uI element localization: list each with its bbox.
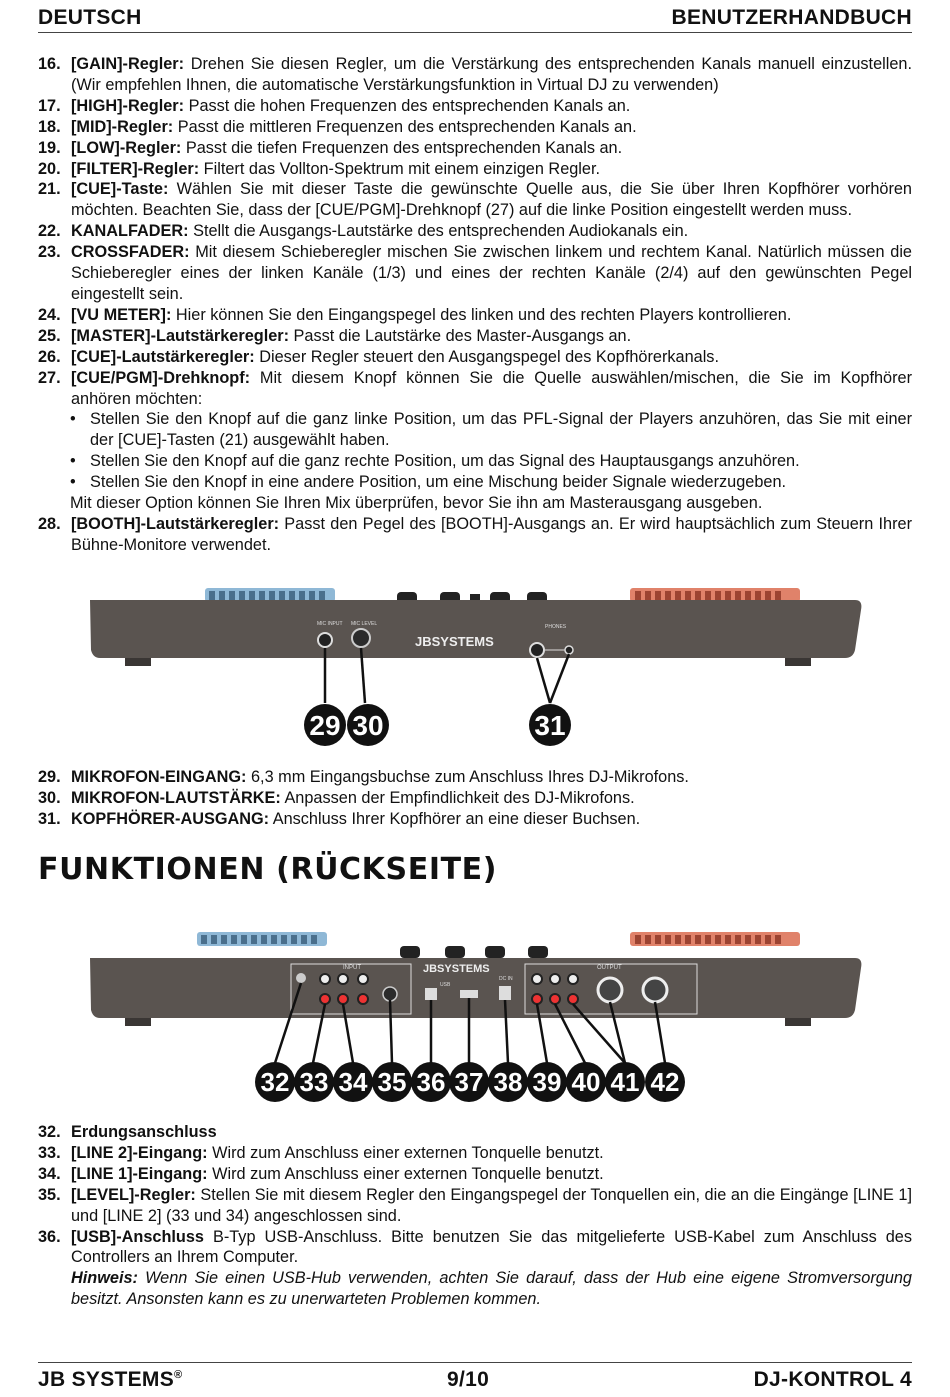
list-item-35	[38, 1185, 912, 1227]
item-label: MIKROFON-LAUTSTÄRKE:	[71, 788, 281, 807]
item-number: 23.	[38, 243, 61, 262]
item-number: 22.	[38, 222, 61, 241]
item-number: 34.	[38, 1164, 61, 1183]
page-footer	[38, 1362, 912, 1397]
power-switch-icon	[460, 990, 478, 998]
list-item-34	[38, 1164, 912, 1185]
mic-level-label: MIC LEVEL	[351, 621, 378, 627]
hint-text: Wenn Sie einen USB-Hub verwenden, achten Sie darauf, dass der Hub eine eigene Stromversorgung besitzt. Ansonsten kann es zu unerwarteten Problemen kommen.	[71, 1269, 912, 1309]
callout-33-icon	[294, 1062, 334, 1102]
item-text: Passt den Pegel des [BOOTH]-Ausgangs an. Er wird hauptsächlich zum Steuern Ihrer Bühne-Monitore verwendet.	[71, 514, 912, 554]
item-number: 21.	[38, 180, 61, 199]
callout-32-icon	[255, 1062, 295, 1102]
item-text: Dieser Regler steuert den Ausgangspegel des Kopfhörerkanals.	[254, 347, 719, 366]
dc-in-icon	[499, 986, 511, 1000]
item-number: 36.	[38, 1227, 61, 1246]
callout-32: 32	[260, 1067, 290, 1097]
mic-input-label: MIC INPUT	[317, 621, 343, 627]
callout-31-icon	[529, 704, 571, 746]
list-item-19	[38, 138, 912, 159]
callout-41-icon	[605, 1062, 645, 1102]
brand-logo: JBSYSTEMS	[415, 634, 494, 649]
item-label: [GAIN]-Regler:	[71, 55, 185, 73]
item-label: KANALFADER:	[71, 222, 189, 241]
item-number: 32.	[38, 1123, 61, 1141]
bullet-item: • Stellen Sie den Knopf auf die ganz linke Position, um das PFL-Signal der Players anzuhören, das Sie mit einer der [CUE]-Tasten (21) ausgewählt haben.	[70, 410, 912, 450]
item-label: [CUE/PGM]-Drehknopf:	[71, 368, 251, 387]
item-label: [FILTER]-Regler:	[71, 159, 200, 178]
list-item-28	[38, 514, 912, 556]
usb-port-icon	[425, 988, 437, 1000]
item-text: Mit diesem Schieberegler mischen Sie zwischen linkem und rechtem Kanal. Natürlich müssen die Schieberegler eines der linken Kanäle (1/3) und eines der rechten Kanäle (2/4) auf den gewünschten Pegel eingestellt sein.	[71, 243, 912, 303]
item-number: 35.	[38, 1185, 61, 1204]
item-text: Mit diesem Knopf können Sie die Quelle auswählen/mischen, die Sie im Kopfhörer anhören möchten:	[71, 368, 912, 408]
item-label: [LOW]-Regler:	[71, 138, 182, 157]
callout-30-icon	[347, 704, 389, 746]
item-text: Anschluss Ihrer Kopfhörer an eine dieser Buchsen.	[269, 809, 641, 828]
item-text: Filtert das Vollton-Spektrum mit einem einzigen Regler.	[199, 159, 601, 178]
item-text: B-Typ USB-Anschluss. Bitte benutzen Sie das mitgelieferte USB-Kabel zum Anschluss des Controllers an Ihrem Computer.	[71, 1227, 912, 1267]
item-number: 25.	[38, 326, 61, 345]
list-item-23	[38, 242, 912, 305]
phones-label: PHONES	[545, 624, 567, 630]
callout-37-icon	[449, 1062, 489, 1102]
header-doc-type: BENUTZERHANDBUCH	[671, 6, 912, 29]
callout-41: 41	[610, 1067, 640, 1097]
feature-list-top	[38, 54, 912, 556]
header-language: DEUTSCH	[38, 6, 142, 29]
page-header	[38, 0, 912, 33]
item-label: Erdungsanschluss	[71, 1123, 217, 1141]
item-number: 26.	[38, 347, 61, 366]
xlr-right-icon	[643, 978, 667, 1002]
item-number: 28.	[38, 514, 61, 533]
item-label: [CUE]-Lautstärkeregler:	[71, 347, 255, 366]
callout-39: 39	[532, 1067, 562, 1097]
mic-level-knob-icon	[352, 629, 370, 647]
list-item-32	[38, 1122, 912, 1143]
item-number: 18.	[38, 117, 61, 136]
item-number: 30.	[38, 788, 61, 807]
level-knob-icon	[383, 987, 397, 1001]
brand-logo: JBSYSTEMS	[423, 963, 490, 975]
phones-3mm-jack-icon	[565, 646, 573, 654]
list-item-24	[38, 305, 912, 326]
footer-product: DJ-KONTROL 4	[753, 1368, 912, 1391]
callout-33: 33	[299, 1067, 329, 1097]
right-pads-icon	[630, 932, 800, 946]
xlr-left-icon	[598, 978, 622, 1002]
list-item-20	[38, 159, 912, 180]
list-item-31	[38, 809, 912, 830]
list-item-21	[38, 179, 912, 221]
callout-34: 34	[338, 1067, 368, 1097]
rear-panel-drawing	[85, 928, 865, 1104]
list-item-33	[38, 1143, 912, 1164]
item-label: [BOOTH]-Lautstärkeregler:	[71, 514, 280, 533]
callout-34-icon	[333, 1062, 373, 1102]
callout-39-icon	[527, 1062, 567, 1102]
item-number: 16.	[38, 55, 61, 73]
hint-label: Hinweis:	[71, 1269, 138, 1288]
item-27-note: Mit dieser Option können Sie Ihren Mix überprüfen, bevor Sie ihn am Masterausgang ausgeben.	[70, 494, 763, 513]
list-item-29	[38, 767, 912, 788]
callout-30: 30	[352, 710, 384, 741]
front-panel-drawing	[85, 588, 865, 748]
item-label: KOPFHÖRER-AUSGANG:	[71, 809, 270, 828]
item-label: [HIGH]-Regler:	[71, 96, 185, 115]
mic-input-jack-icon	[318, 633, 332, 647]
item-text: Stellen Sie mit diesem Regler den Eingangspegel der Tonquellen ein, die an die Eingänge [LINE 1] und [LINE 2] (33 und 34) angeschlossen sind.	[71, 1185, 912, 1225]
callout-29: 29	[309, 710, 341, 741]
item-label: [USB]-Anschluss	[71, 1227, 204, 1246]
list-item-25	[38, 326, 912, 347]
list-item-22	[38, 221, 912, 242]
item-number: 33.	[38, 1143, 61, 1162]
item-label: CROSSFADER:	[71, 243, 190, 262]
callout-29-icon	[304, 704, 346, 746]
dc-in-label: DC IN	[499, 976, 513, 982]
list-item-18	[38, 117, 912, 138]
callout-38-icon	[488, 1062, 528, 1102]
item-label: [MASTER]-Lautstärkeregler:	[71, 326, 290, 345]
item-text: Drehen Sie diesen Regler, um die Verstärkung des entsprechenden Kanals manuell einzustellen. (Wir empfehlen Ihnen, die automatische Verstärkungsfunktion in Virtual DJ zu verwenden)	[71, 55, 912, 94]
callout-36-icon	[411, 1062, 451, 1102]
item-label: [LINE 2]-Eingang:	[71, 1143, 208, 1162]
phones-6mm-jack-icon	[530, 643, 544, 657]
bullet-item: • Stellen Sie den Knopf in eine andere Position, um eine Mischung beider Signale wiederzugeben.	[70, 473, 787, 492]
top-knobs-icon	[400, 946, 548, 958]
list-item-16	[38, 54, 912, 96]
item-label: [LEVEL]-Regler:	[71, 1185, 196, 1204]
item-label: [CUE]-Taste:	[71, 180, 169, 199]
feature-list-mid	[38, 767, 912, 830]
list-item-17	[38, 96, 912, 117]
callout-40: 40	[571, 1067, 601, 1097]
item-number: 27.	[38, 368, 61, 387]
item-number: 19.	[38, 138, 61, 157]
list-item-36	[38, 1227, 912, 1269]
item-text: Hier können Sie den Eingangspegel des linken und des rechten Players kontrollieren.	[171, 305, 792, 324]
item-label: [VU METER]:	[71, 305, 172, 324]
item-text: 6,3 mm Eingangsbuchse zum Anschluss Ihres DJ-Mikrofons.	[246, 768, 689, 786]
left-pads-icon	[197, 932, 327, 946]
callout-37: 37	[454, 1067, 484, 1097]
callout-42-icon	[645, 1062, 685, 1102]
page-number: 9/10	[446, 1368, 490, 1391]
item-label: [LINE 1]-Eingang:	[71, 1164, 208, 1183]
ground-terminal-icon	[296, 973, 306, 983]
item-text: Wird zum Anschluss einer externen Tonquelle benutzt.	[207, 1164, 604, 1183]
output-label: OUTPUT	[597, 965, 622, 971]
controller-body	[90, 600, 861, 658]
item-text: Passt die tiefen Frequenzen des entsprechenden Kanals an.	[181, 138, 623, 157]
item-text: Anpassen der Empfindlichkeit des DJ-Mikrofons.	[280, 788, 635, 807]
item-text: Passt die mittleren Frequenzen des entsprechenden Kanals an.	[173, 117, 637, 136]
item-text: Passt die Lautstärke des Master-Ausgangs an.	[289, 326, 632, 345]
item-label: MIKROFON-EINGANG:	[71, 768, 247, 786]
callout-42: 42	[650, 1067, 680, 1097]
callout-40-icon	[566, 1062, 606, 1102]
list-item-26	[38, 347, 912, 368]
right-pads-icon	[630, 588, 800, 602]
hint-note	[38, 1268, 912, 1310]
item-text: Wählen Sie mit dieser Taste die gewünschte Quelle aus, die Sie über Ihren Kopfhörer vorhören möchten. Beachten Sie, dass der [CUE/PGM]-Drehknopf (27) auf die linke Position eingestellt werden muss.	[71, 180, 912, 220]
left-pads-icon	[205, 588, 335, 602]
item-text: Passt die hohen Frequenzen des entsprechenden Kanals an.	[184, 96, 631, 115]
callout-36: 36	[416, 1067, 446, 1097]
bullet-item: • Stellen Sie den Knopf auf die ganz rechte Position, um das Signal des Hauptausgangs anzuhören.	[70, 452, 800, 471]
usb-label: USB	[440, 982, 451, 988]
item-label: [MID]-Regler:	[71, 117, 174, 136]
item-number: 24.	[38, 305, 61, 324]
callout-38: 38	[493, 1067, 523, 1097]
item-text: Wird zum Anschluss einer externen Tonquelle benutzt.	[207, 1143, 604, 1162]
feature-list-bottom	[38, 1122, 912, 1310]
callout-35-icon	[372, 1062, 412, 1102]
input-label: INPUT	[343, 965, 361, 971]
callout-31: 31	[534, 710, 566, 741]
item-number: 31.	[38, 809, 61, 828]
section-title: FUNKTIONEN (RÜCKSEITE)	[38, 852, 498, 887]
front-panel-figure	[85, 588, 865, 748]
rear-panel-figure	[85, 928, 865, 1104]
item-number: 20.	[38, 159, 61, 178]
list-item-30	[38, 788, 912, 809]
footer-brand: JB SYSTEMS®	[38, 1368, 183, 1391]
bullet-list	[71, 409, 912, 493]
item-text: Stellt die Ausgangs-Lautstärke des entsprechenden Audiokanals ein.	[188, 222, 689, 241]
list-item-27	[38, 368, 912, 493]
callout-35: 35	[377, 1067, 407, 1097]
item-number: 29.	[38, 768, 61, 786]
item-number: 17.	[38, 96, 61, 115]
